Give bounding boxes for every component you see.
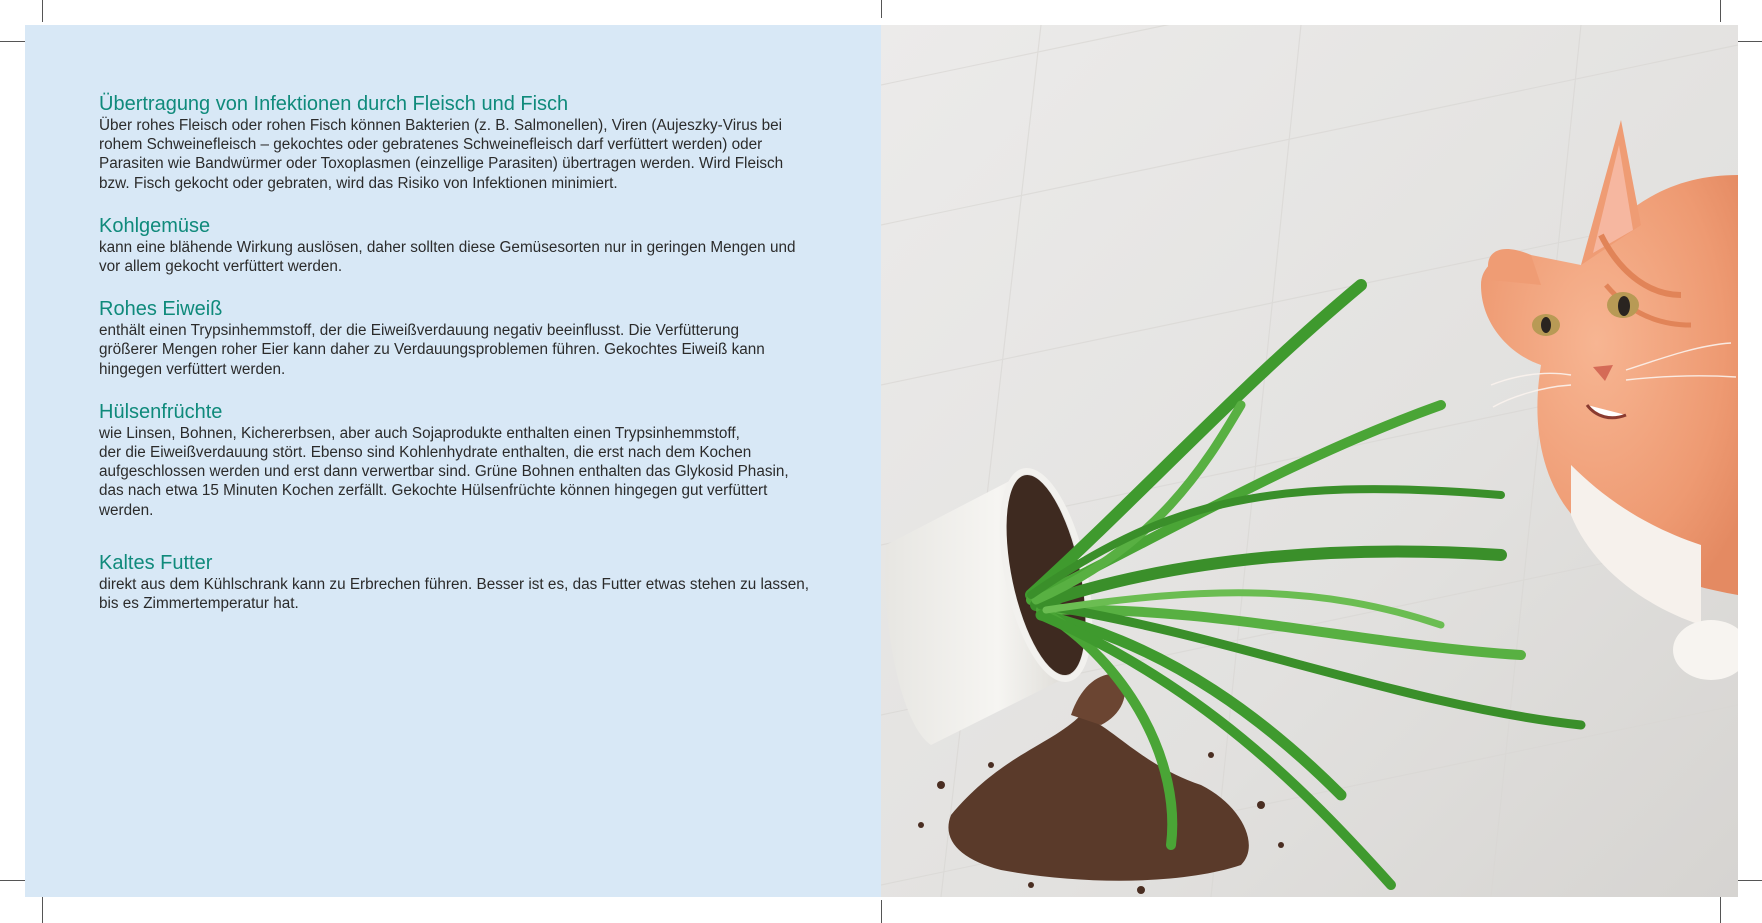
section-text: Über rohes Fleisch oder rohen Fisch können Bakterien (z. B. Salmonellen), Viren (Aujeszky-Virus bei rohem Schweinefleisch – gekochtes oder gebratenes Schweinefleisch darf verfüttert werden) oder Parasiten wie Bandwürmer oder Toxoplasmen (einzellige Parasiten) übertragen werden. Wird Fleisch bzw. Fisch gekocht oder gebraten, wird das Risiko von Infektionen minimiert. <box>99 117 784 192</box>
crop-mark <box>0 880 26 881</box>
crop-mark <box>881 900 882 923</box>
crop-mark <box>1735 880 1762 881</box>
crop-mark <box>1720 0 1721 22</box>
text-page <box>25 25 881 897</box>
crop-mark <box>0 41 26 42</box>
section-infection <box>99 93 859 193</box>
section-heading: Hülsenfrüchte <box>99 400 223 423</box>
section-heading: Übertragung von Infektionen durch Fleisch und Fisch <box>99 93 569 115</box>
crop-mark <box>1735 41 1762 42</box>
section-text: wie Linsen, Bohnen, Kichererbsen, aber auch Sojaprodukte enthalten einen Trypsinhemmstoff, der die Eiweißverdauung stört. Ebenso sind Kohlenhydrate enthalten, die erst nach dem Kochen aufgeschlossen werden und erst dann verwertbar sind. Grüne Bohnen enthalten das Glykosid Phasin, das nach etwa 15 Minuten Kochen zerfällt. Gekochte Hülsenfrüchte können hingegen gut verfüttert werden. <box>99 424 789 519</box>
section-heading: Kaltes Futter <box>99 551 213 574</box>
crop-mark <box>42 0 43 22</box>
section-heading: Rohes Eiweiß <box>99 298 223 321</box>
photo-page <box>881 25 1738 897</box>
page-spread <box>25 25 1738 897</box>
cat-eating-plant-photo <box>881 25 1738 897</box>
section-cabbage <box>99 215 859 276</box>
section-heading: Kohlgemüse <box>99 214 211 237</box>
crop-mark <box>1720 895 1721 923</box>
section-text: enthält einen Trypsinhemmstoff, der die Eiweißverdauung negativ beeinflusst. Die Verfütterung größerer Mengen roher Eier kann daher zu Verdauungsproblemen führen. Gekochtes Eiweiß kann hingegen verfüttert werden. <box>99 322 765 378</box>
article-content <box>99 93 859 635</box>
section-raw-egg-white <box>99 298 859 379</box>
crop-mark <box>42 895 43 923</box>
crop-mark <box>881 0 882 18</box>
section-text: kann eine blähende Wirkung auslösen, daher sollten diese Gemüsesorten nur in geringen Mengen und vor allem gekocht verfüttert werden. <box>99 238 796 276</box>
section-cold-food <box>99 552 859 613</box>
section-text: direkt aus dem Kühlschrank kann zu Erbrechen führen. Besser ist es, das Futter etwas stehen zu lassen, bis es Zimmertemperatur hat. <box>99 575 809 613</box>
section-legumes <box>99 401 859 520</box>
